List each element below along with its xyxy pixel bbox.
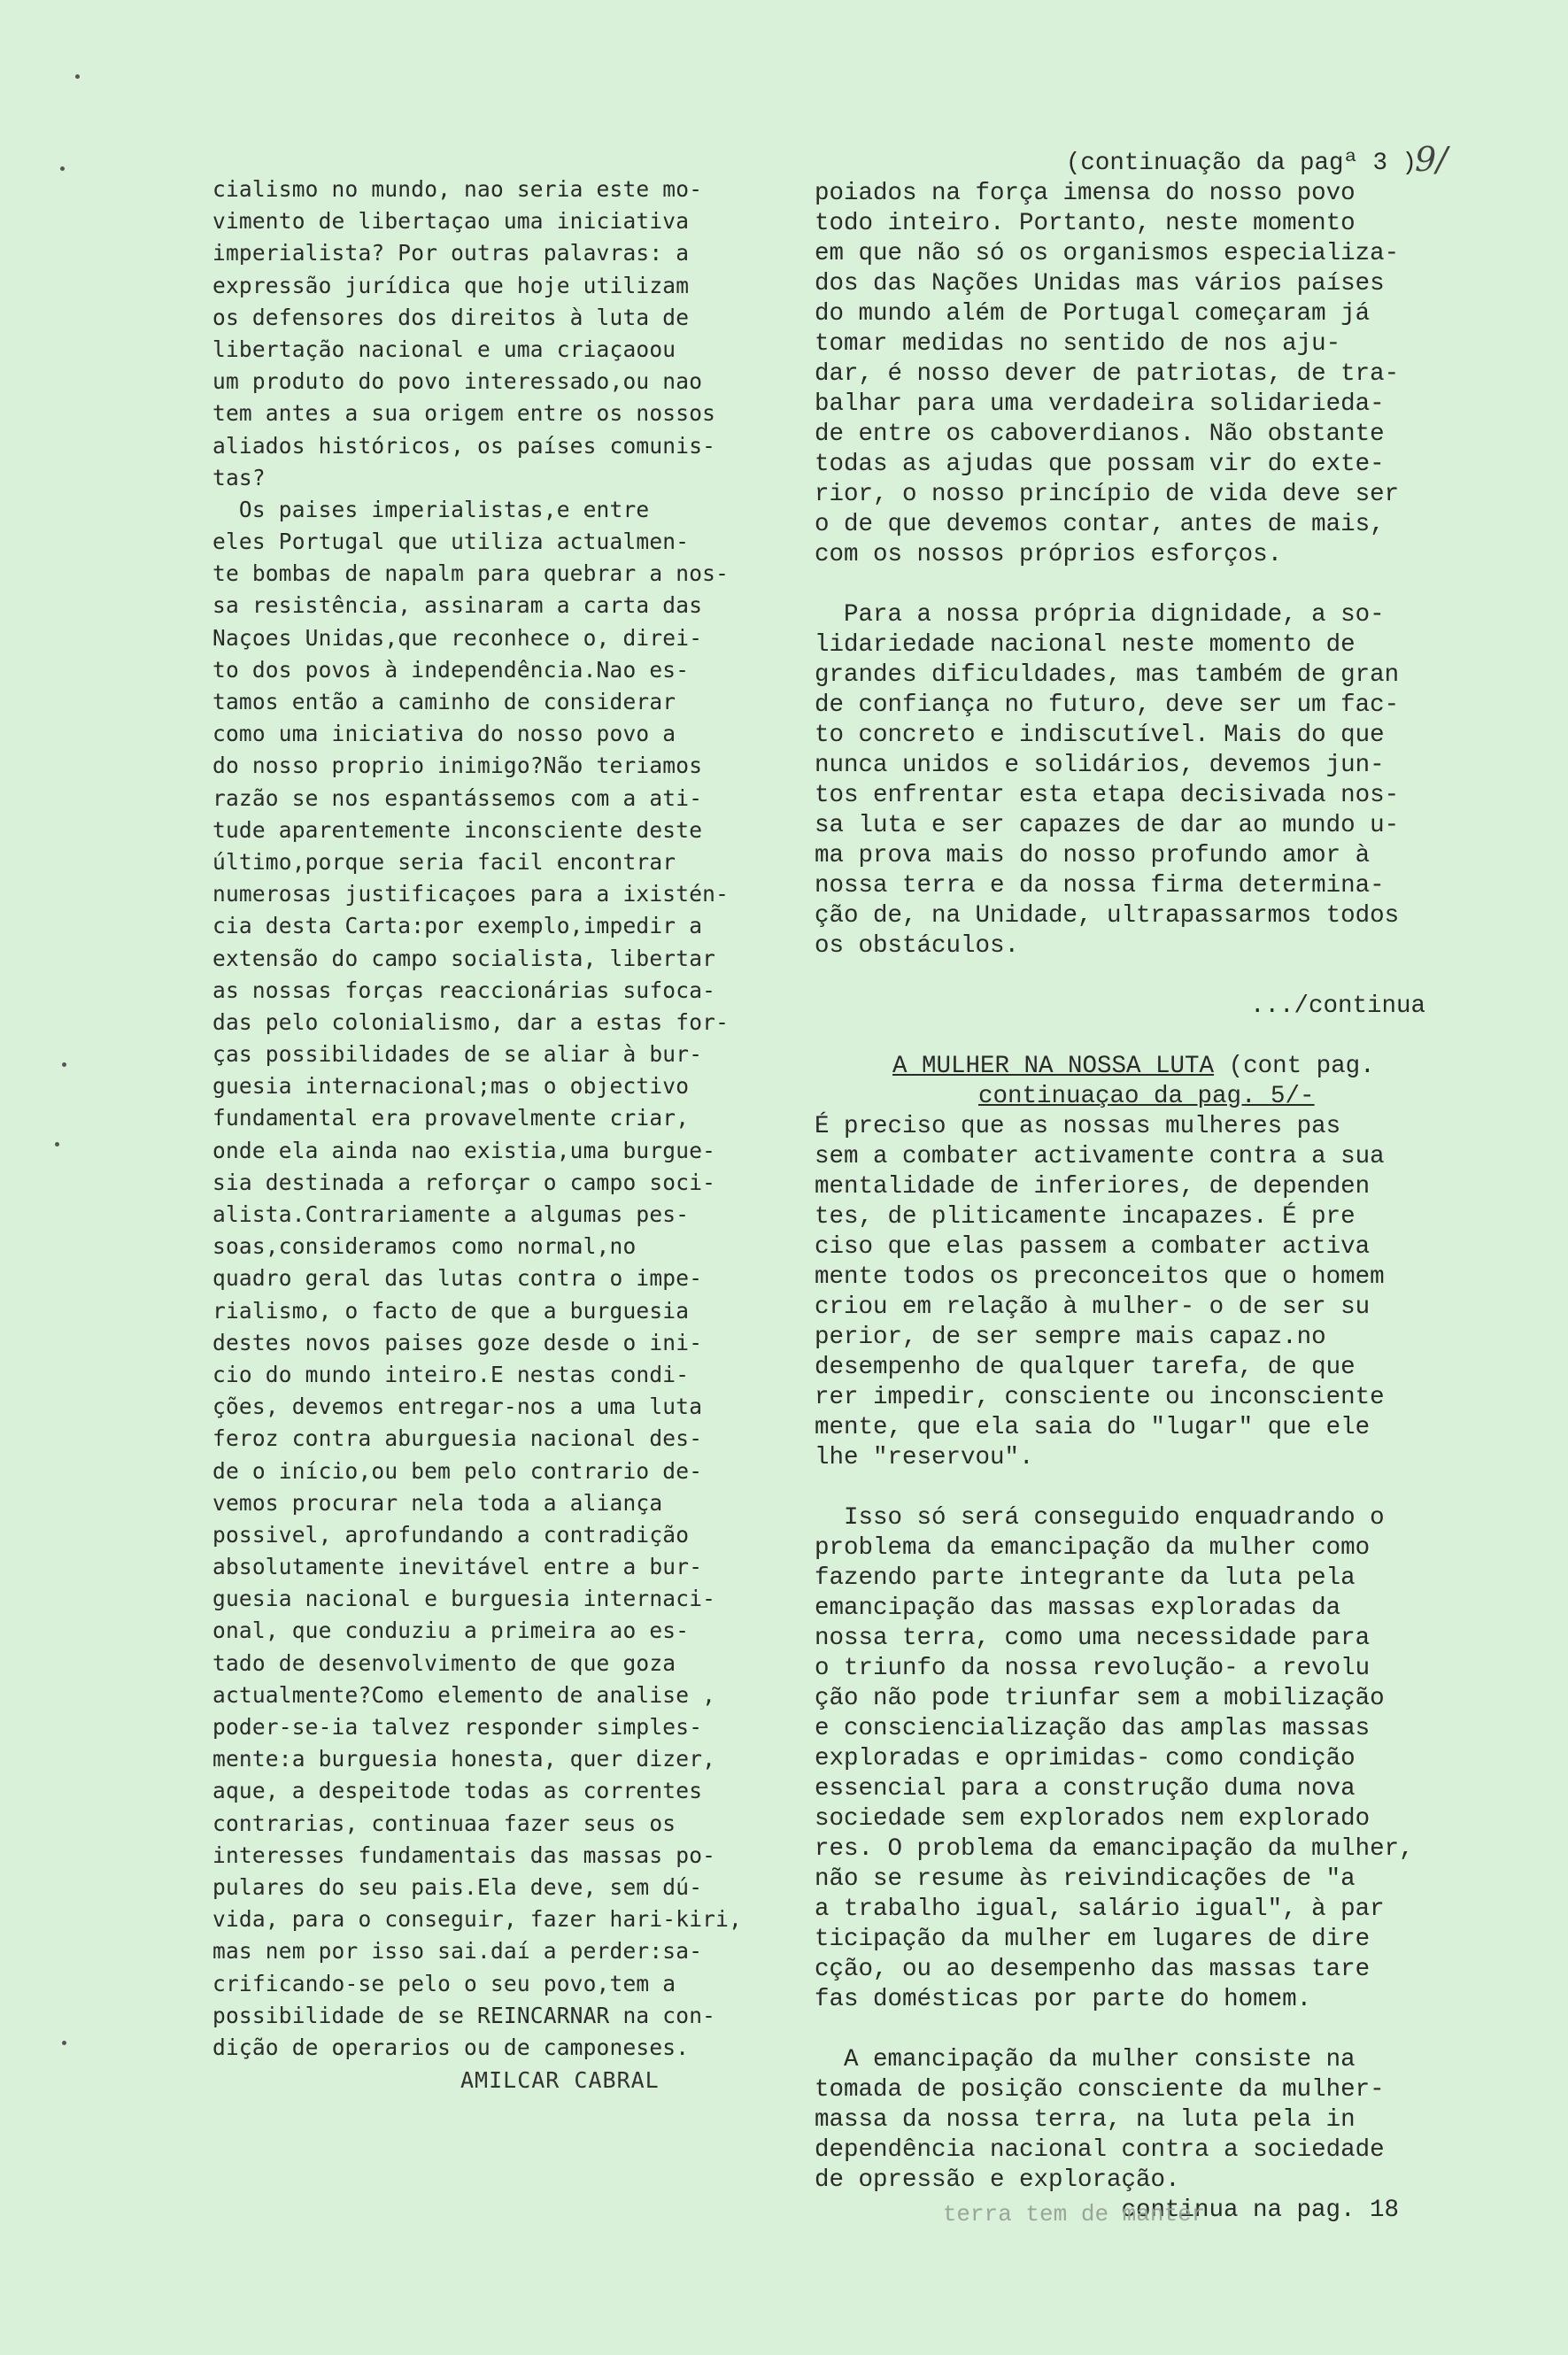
text-line: emancipação das massas exploradas da [815, 1594, 1341, 1622]
text-line: tamos então a caminho de considerar [212, 689, 676, 714]
text-line: nossa terra e da nossa firma determina- [815, 872, 1385, 900]
text-line: perior, de ser sempre mais capaz.no [815, 1324, 1326, 1351]
text-line: balhar para uma verdadeira solidarieda- [815, 390, 1385, 418]
text-line: exploradas e oprimidas- como condição [815, 1745, 1356, 1772]
text-line: interesses fundamentais das massas po- [212, 1842, 716, 1868]
section-title-line [815, 1052, 1452, 1082]
text-line: Para a nossa própria dignidade, a so- [815, 601, 1385, 629]
text-line: ças possibilidades de se aliar à bur- [212, 1041, 703, 1068]
text-line: res. O problema da emancipação da mulher, [815, 1835, 1414, 1863]
text-line: lidariedade nacional neste momento de [815, 631, 1356, 659]
text-line: to dos povos à independência.Nao es- [212, 656, 690, 683]
text-line: ções, devemos entregar-nos a uma luta [212, 1394, 703, 1420]
text-line: do nosso proprio inimigo?Não teriamos [212, 753, 703, 779]
text-line: contrarias, continuaa fazer seus os [212, 1810, 676, 1836]
text-line: razão se nos espantássemos com a ati- [212, 784, 703, 811]
text-line: em que não só os organismos especializa- [815, 240, 1400, 267]
text-line: do mundo além de Portugal começaram já [815, 300, 1371, 328]
text-line: massa da nossa terra, na luta pela in [815, 2106, 1356, 2134]
text-line: Isso só será conseguido enquadrando o [815, 1504, 1385, 1532]
text-line: to concreto e indiscutível. Mais do que [815, 722, 1385, 749]
text-line: poder-se-ia talvez responder simples- [212, 1714, 703, 1740]
speck [55, 1142, 59, 1147]
text-line: sa resistência, assinaram a carta das [212, 592, 703, 619]
text-line: como uma iniciativa do nosso povo a [212, 721, 676, 747]
text-line: guesia internacional;mas o objectivo [212, 1073, 690, 1100]
text-line: alista.Contrariamente a algumas pes- [212, 1201, 690, 1227]
text-line: cção, ou ao desempenho das massas tare [815, 1956, 1371, 1983]
text-line: dição de operarios ou de camponeses. [212, 2034, 690, 2060]
text-line: de opressão e exploração. [815, 2166, 1180, 2194]
text-line: os obstáculos. [815, 932, 1020, 960]
text-line: não se resume às reivindicações de "a [815, 1865, 1356, 1893]
text-line: guesia nacional e burguesia internaci- [212, 1586, 716, 1612]
text-line: libertação nacional e uma criaçaoou [212, 336, 676, 362]
text-line: vemos procurar nela toda a aliança [212, 1489, 663, 1516]
text-line: dos das Nações Unidas mas vários países [815, 270, 1385, 297]
text-line: as nossas forças reaccionárias sufoca- [212, 977, 716, 1003]
text-line: fazendo parte integrante da luta pela [815, 1564, 1356, 1592]
text-line: ma prova mais do nosso profundo amor à [815, 842, 1371, 869]
text-line: tas? [212, 464, 266, 490]
right-column [815, 149, 1452, 2226]
text-line: tomada de posição consciente da mulher- [815, 2076, 1385, 2104]
text-line: a trabalho igual, salário igual", à par [815, 1896, 1385, 1923]
text-line: extensão do campo socialista, libertar [212, 945, 716, 971]
text-line: último,porque seria facil encontrar [212, 848, 676, 875]
text-line: tos enfrentar esta etapa decisivada nos- [815, 782, 1400, 809]
text-line: desempenho de qualquer tarefa, de que [815, 1354, 1356, 1381]
text-line: aliados históricos, os países comunis- [212, 432, 716, 459]
text-line: vida, para o conseguir, fazer hari-kiri, [212, 1906, 743, 1933]
text-line: pulares do seu pais.Ela deve, sem dú- [212, 1873, 703, 1900]
faded-line: terra tem de manter [832, 2201, 1206, 2228]
text-line: quadro geral das lutas contra o impe- [212, 1265, 703, 1292]
text-line: absolutamente inevitável entre a bur- [212, 1554, 703, 1580]
text-line: ção de, na Unidade, ultrapassarmos todos [815, 902, 1400, 930]
text-line: mentalidade de inferiores, de dependen [815, 1173, 1371, 1201]
text-line: onal, que conduziu a primeira ao es- [212, 1618, 690, 1644]
text-line: problema da emancipação da mulher como [815, 1534, 1371, 1562]
text-line: fas domésticas por parte do homem. [815, 1986, 1312, 2013]
text-line: criou em relação à mulher- o de ser su [815, 1293, 1371, 1321]
text-line: Naçoes Unidas,que reconhece o, direi- [212, 624, 703, 651]
text-line: possivel, aprofundando a contradição [212, 1521, 690, 1548]
text-line: rialismo, o facto de que a burguesia [212, 1297, 690, 1324]
faded-line [832, 2229, 1470, 2259]
text-line: feroz contra aburguesia nacional des- [212, 1425, 703, 1452]
text-line: soas,consideramos como normal,no [212, 1233, 637, 1260]
text-line: essencial para a construção duma nova [815, 1775, 1356, 1803]
text-line: tem antes a sua origem entre os nossos [212, 400, 716, 427]
text-line: Os paises imperialistas,e entre [212, 496, 650, 522]
text-line: de o início,ou bem pelo contrario de- [212, 1457, 703, 1484]
text-line: de confiança no futuro, deve ser um fac- [815, 691, 1400, 719]
text-line: mente:a burguesia honesta, quer dizer, [212, 1746, 716, 1772]
text-line: ciso que elas passem a combater activa [815, 1233, 1371, 1261]
text-line: actualmente?Como elemento de analise , [212, 1681, 716, 1708]
text-line: fundamental era provavelmente criar, [212, 1105, 690, 1131]
faded-text [832, 2199, 1470, 2259]
paragraph-conclusion [815, 2045, 1452, 2196]
text-line: destes novos paises goze desde o ini- [212, 1329, 703, 1355]
text-line: expressão jurídica que hoje utilizam [212, 272, 690, 298]
text-line: e consciencialização das amplas massas [815, 1715, 1371, 1742]
text-line: aque, a despeitode todas as correntes [212, 1778, 703, 1804]
speck [62, 2041, 66, 2045]
text-line: todas as ajudas que possam vir do exte- [815, 451, 1385, 478]
paragraph-emancipation [815, 1503, 1452, 2015]
text-line: te bombas de napalm para quebrar a nos- [212, 560, 730, 587]
text-line: os defensores dos direitos à luta de [212, 304, 690, 330]
text-line: cialismo no mundo, nao seria este mo- [212, 176, 703, 202]
text-line: dependência nacional contra a sociedade [815, 2136, 1385, 2164]
text-line: lhe "reservou". [815, 1444, 1034, 1471]
text-line: ção não pode triunfar sem a mobilização [815, 1685, 1385, 1712]
text-line: mas nem por isso sai.daí a perder:sa- [212, 1938, 703, 1965]
paragraph-solidarity [815, 179, 1452, 570]
text-line: tes, de pliticamente incapazes. É pre [815, 1203, 1356, 1231]
continua-note: .../continua [1249, 992, 1425, 1020]
text-line: das pelo colonialismo, dar a estas for- [212, 1008, 730, 1035]
text-line: vimento de libertaçao uma iniciativa [212, 208, 690, 235]
text-line: rer impedir, consciente ou inconsciente [815, 1384, 1385, 1411]
text-line: ticipação da mulher em lugares de dire [815, 1926, 1371, 1953]
text-line: o triunfo da nossa revolução- a revolu [815, 1655, 1371, 1682]
text-line: onde ela ainda nao existia,uma burgue- [212, 1137, 716, 1163]
continuation-header: (continuação da pagª 3 ) [1065, 150, 1417, 177]
text-line: eles Portugal que utiliza actualmen- [212, 529, 690, 555]
text-line: poiados na força imensa do nosso povo [815, 180, 1356, 207]
text-line: com os nossos próprios esforços. [815, 541, 1283, 568]
text-line: o de que devemos contar, antes de mais, [815, 511, 1385, 538]
text-line: tomar medidas no sentido de nos aju- [815, 330, 1341, 358]
text-line: cia desta Carta:por exemplo,impedir a [212, 913, 703, 939]
text-line: todo inteiro. Portanto, neste momento [815, 210, 1356, 237]
text-line: crificando-se pelo o seu povo,tem a [212, 1970, 676, 1996]
text-line: possibilidade de se REINCARNAR na con- [212, 2002, 716, 2028]
text-line: É preciso que as nossas mulheres pas [815, 1113, 1341, 1140]
text-line: sia destinada a reforçar o campo soci- [212, 1169, 716, 1195]
text-line: rior, o nosso princípio de vida deve ser [815, 481, 1400, 508]
text-line: nunca unidos e solidários, devemos jun- [815, 752, 1385, 779]
paragraph-dignity [815, 600, 1452, 961]
section-subtitle: continuaçao da pag. 5/- [978, 1083, 1315, 1110]
speck [62, 1062, 66, 1067]
text-line: tude aparentemente inconsciente deste [212, 816, 703, 843]
text-line: sociedade sem explorados nem explorado [815, 1805, 1371, 1833]
speck [60, 166, 65, 171]
text-line: cio do mundo inteiro.E nestas condi- [212, 1361, 690, 1387]
text-line: nossa terra, como uma necessidade para [815, 1625, 1371, 1652]
text-line: imperialista? Por outras palavras: a [212, 240, 690, 266]
text-line: mente todos os preconceitos que o homem [815, 1263, 1385, 1291]
text-line: mente, que ela saia do "lugar" que ele [815, 1414, 1371, 1441]
text-line: A emancipação da mulher consiste na [815, 2046, 1356, 2073]
text-line: de entre os caboverdianos. Não obstante [815, 421, 1385, 448]
text-line: grandes dificuldades, mas também de gran [815, 661, 1400, 689]
text-line: um produto do povo interessado,ou nao [212, 368, 703, 395]
author-signature: AMILCAR CABRAL [460, 2067, 660, 2093]
section-title-suffix: (cont pag. [1214, 1053, 1375, 1080]
left-column [212, 174, 779, 2064]
page-number: 9/ [1415, 140, 1448, 179]
text-line: dar, é nosso dever de patriotas, de tra- [815, 360, 1400, 388]
text-line: sa luta e ser capazes de dar ao mundo u- [815, 812, 1400, 839]
paragraph-women-combat [815, 1112, 1452, 1473]
continua-pag-note: continua na pag. 18 [1121, 2197, 1399, 2224]
speck [75, 74, 80, 79]
section-title: A MULHER NA NOSSA LUTA [892, 1053, 1215, 1080]
text-line: tado de desenvolvimento de que goza [212, 1649, 676, 1676]
text-line: sem a combater activamente contra a sua [815, 1143, 1385, 1170]
text-line: numerosas justificaçoes para a ixistén- [212, 881, 730, 907]
